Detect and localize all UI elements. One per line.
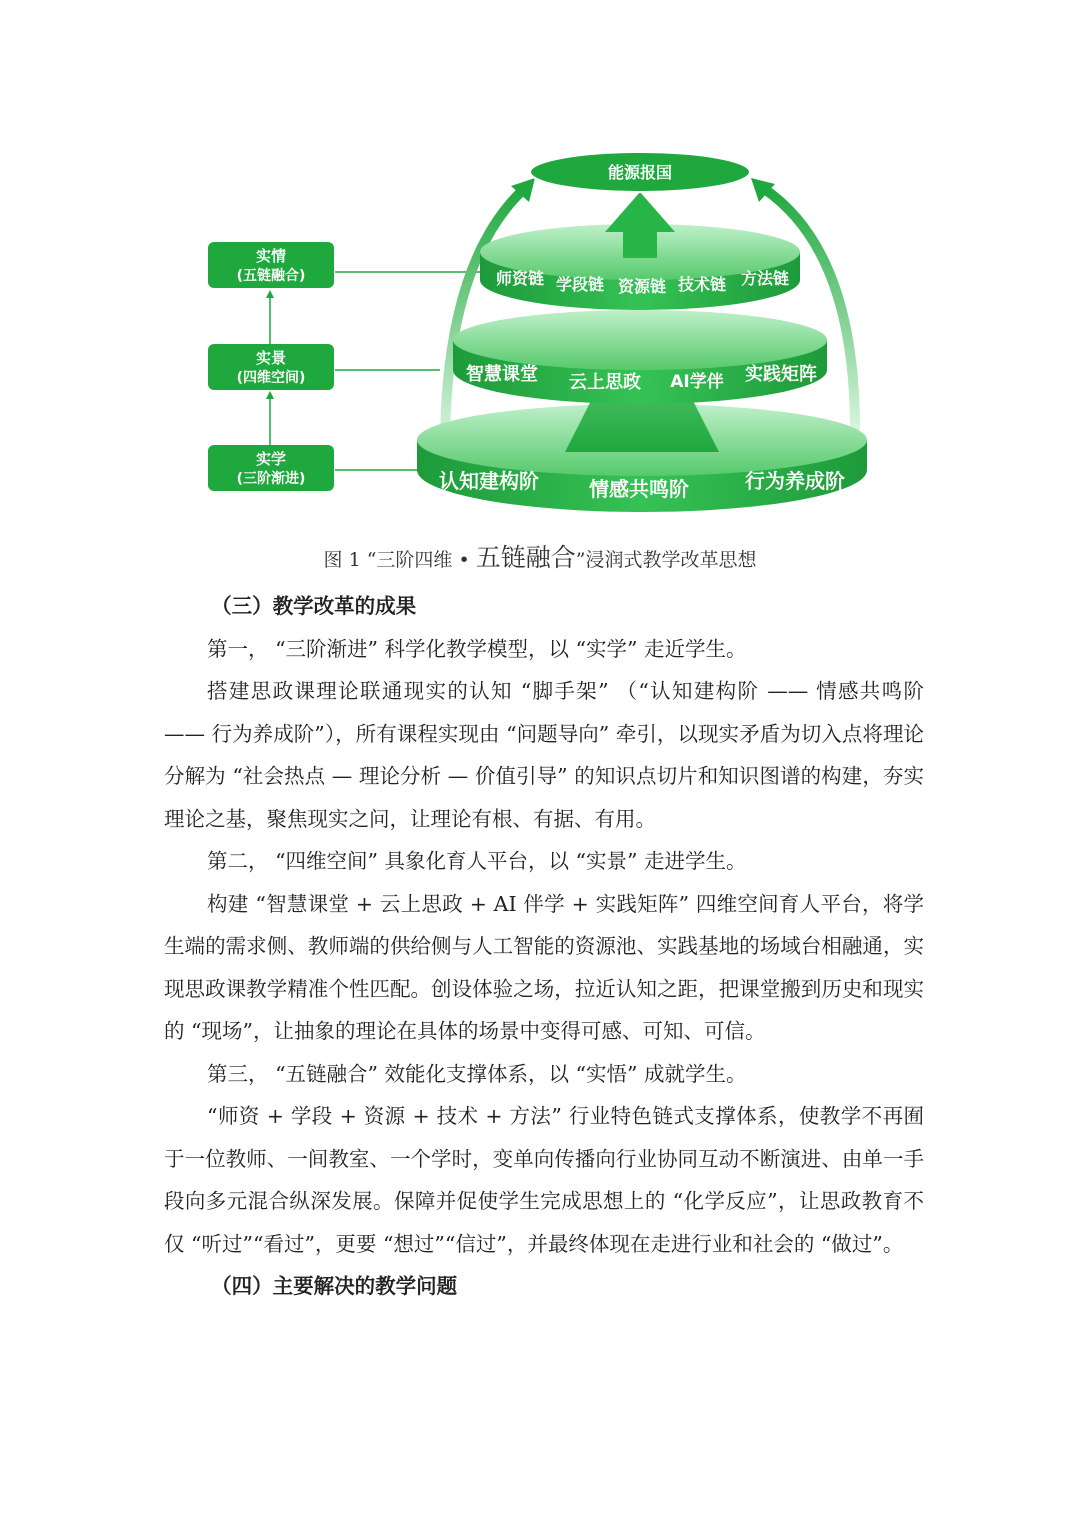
chain-label: 学段链 (555, 275, 605, 294)
chain-label: 技术链 (677, 275, 727, 294)
chain-label: 资源链 (617, 277, 667, 296)
section-heading: （四）主要解决的教学问题 (211, 1274, 458, 1298)
space-label: 实践矩阵 (745, 364, 817, 385)
box-shixue-title: 实学 (255, 450, 287, 468)
caption-part1: 图 1 “三阶四维 • (323, 549, 476, 571)
caption-part2: 五链融合 (475, 543, 576, 572)
body-text (164, 585, 924, 1308)
space-label: AI学伴 (670, 372, 724, 392)
box-shixue-subtitle: (三阶渐进) (236, 471, 306, 487)
stage-label: 情感共鸣阶 (589, 477, 689, 501)
space-label: 智慧课堂 (466, 364, 538, 385)
chain-label: 师资链 (495, 269, 545, 288)
paragraph: 第二， “四维空间” 具象化育人平台，以 “实景” 走进学生。 (207, 849, 747, 873)
top-goal-label: 能源报国 (607, 163, 673, 182)
figure-caption (0, 538, 1080, 574)
stage-label: 行为养成阶 (745, 469, 845, 493)
right-dome-arc (763, 188, 855, 430)
teaching-reform-diagram (195, 140, 885, 520)
box-shiqing-title: 实情 (255, 247, 287, 265)
caption-part3: ”浸润式教学改革思想 (575, 549, 757, 571)
paragraph: 第一， “三阶渐进” 科学化教学模型，以 “实学” 走近学生。 (207, 636, 747, 661)
stage-label: 认知建构阶 (439, 469, 539, 493)
paragraph: 搭建思政课理论联通现实的认知 “脚手架” （“认知建构阶 —— 情感共鸣阶 —— 行为养成阶”），所有课程实现由 “问题导向” 牵引，以现实矛盾为切入点将理论分解为 “社会热点 — 理论分析 — 价值引导” 的知识点切片和知识图谱的构建，夯实理论之基，聚焦现实之问，让理论有根、有据、有用。 (164, 679, 924, 831)
paragraph: 构建 “智慧课堂 + 云上思政 + AI 伴学 + 实践矩阵” 四维空间育人平台，将学生端的需求侧、教师端的供给侧与人工智能的资源池、实践基地的场域台相融通，实现思政课教学精准个性匹配。创设体验之场，拉近认知之距，把课堂搬到历史和现实的 “现场”，让抽象的理论在具体的场景中变得可感、可知、可信。 (164, 891, 924, 1043)
paragraph: 第三， “五链融合” 效能化支撑体系，以 “实悟” 成就学生。 (207, 1061, 747, 1086)
paragraph: “师资 + 学段 + 资源 + 技术 + 方法” 行业特色链式支撑体系，使教学不再囿于一位教师、一间教室、一个学时，变单向传播向行业协同互动不断演进、由单一手段向多元混合纵深发展。保障并促使学生完成思想上的 “化学反应”，让思政教育不仅 “听过”“看过”，更要 “想过”“信过”，并最终体现在走进行业和社会的 “做过”。 (164, 1104, 924, 1256)
chain-label: 方法链 (740, 269, 790, 288)
box-shijing-title: 实景 (255, 349, 287, 367)
box-shiqing-subtitle: (五链融合) (236, 268, 306, 284)
space-label: 云上思政 (569, 372, 641, 393)
left-dome-arc (445, 188, 525, 440)
section-heading: （三）教学改革的成果 (211, 594, 417, 618)
box-shijing-subtitle: (四维空间) (236, 370, 306, 386)
